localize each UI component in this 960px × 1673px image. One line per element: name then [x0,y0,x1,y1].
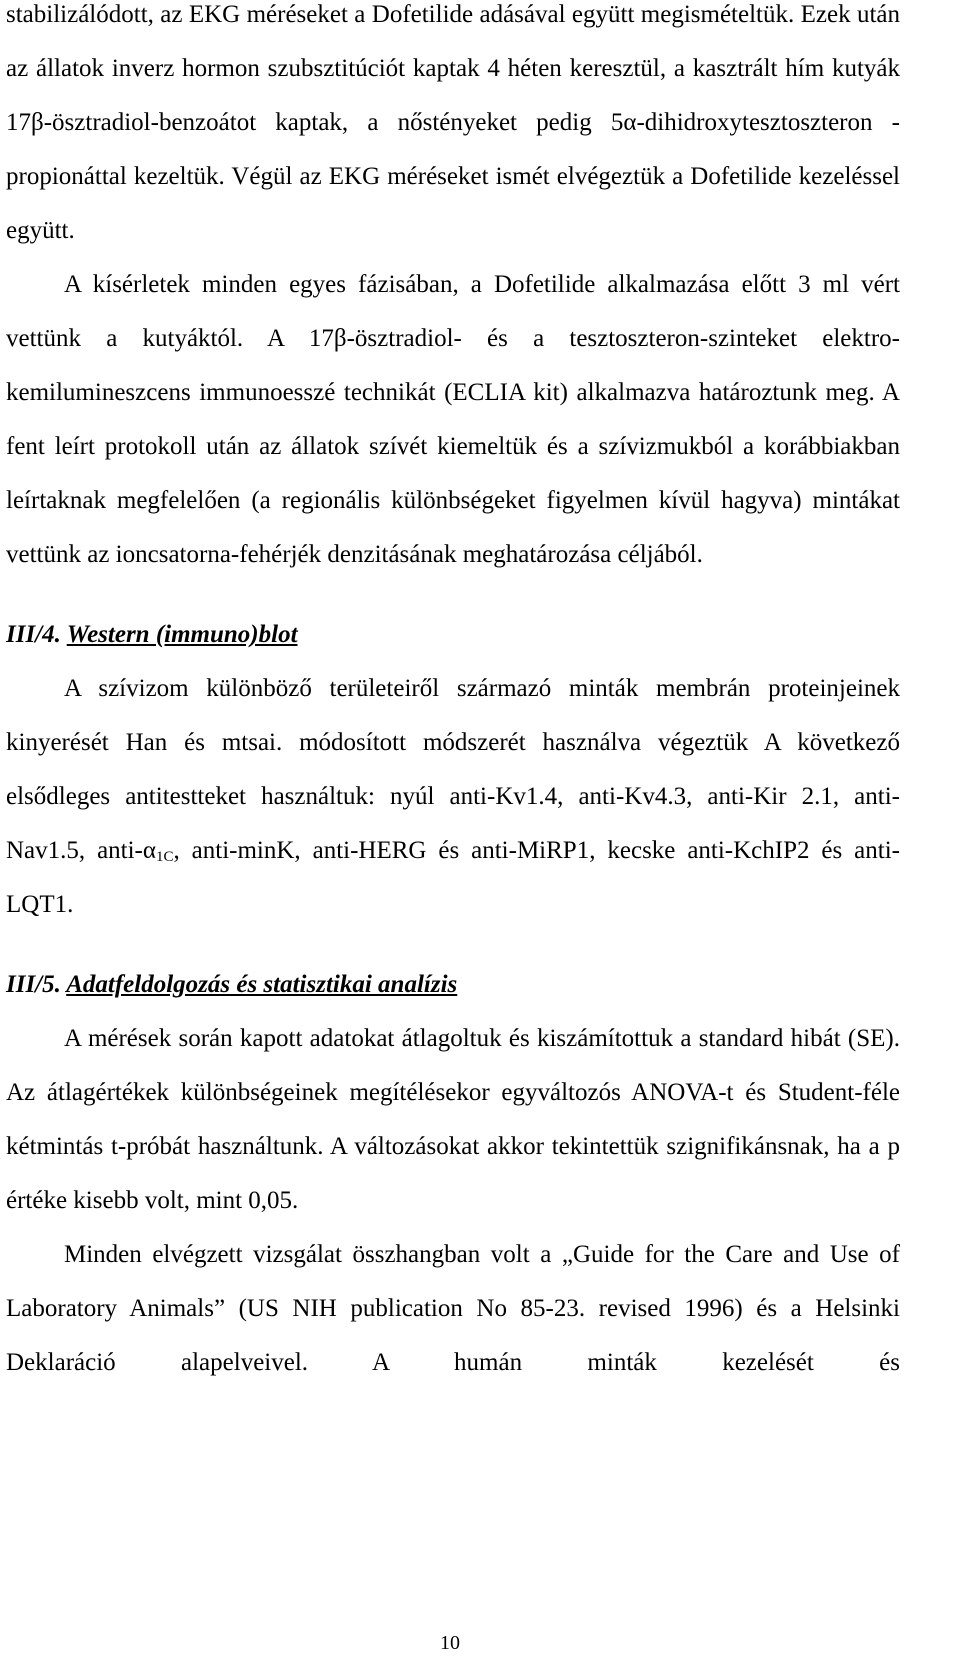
alpha-subscript: 1C [155,849,174,865]
paragraph-ethics: Minden elvégzett vizsgálat összhangban volt a „Guide for the Care and Use of Laboratory Animals” (US NIH publication No 85-23. revised 1996) és a Helsinki Deklaráció alapelveivel. A humán minták kezelését és [6,1241,900,1376]
document-body [6,0,900,1390]
paragraph-blood-sampling: A kísérletek minden egyes fázisában, a Dofetilide alkalmazása előtt 3 ml vért vettünk a kutyáktól. A 17β-ösztradiol- és a tesztoszteron-szinteket elektro-kemilumineszcens immunoesszé technikát (ECLIA kit) alkalmazva határoztunk meg. A fent leírt protokoll után az állatok szívét kiemeltük és a szívizmukból a korábbiakban leírtaknak megfelelően (a regionális különbségeket figyelmen kívül hagyva) mintákat vettünk az ioncsatorna-fehérjék denzitásának meghatározása céljából. [6,271,900,568]
western-text-part-2: , anti-minK, anti-HERG és anti-MiRP1, kecske anti-KchIP2 és anti-LQT1. [6,837,900,918]
page-number: 10 [440,1632,460,1654]
section-heading-statistics [6,958,900,1012]
paragraph-statistics: A mérések során kapott adatokat átlagoltuk és kiszámítottuk a standard hibát (SE). Az átlagértékek különbségeinek megítélésekor egyváltozós ANOVA-t és Student-féle kétmintás t-próbát használtunk. A változásokat akkor tekintettük szignifikánsnak, ha a p értéke kisebb volt, mint 0,05. [6,1025,900,1214]
section-title: Adatfeldolgozás és statisztikai analízis [66,971,458,998]
section-number: III/4. [6,621,61,648]
western-text-part-1: A szívizom különböző területeiről származó minták membrán proteinjeinek kinyerését Han és mtsai. módosított módszerét használva végeztük A következő elsődleges antitestteket használtuk: nyúl anti-Kv1.4, anti-Kv4.3, anti-Kir 2.1, anti-Nav1.5, anti-α [6,675,900,864]
paragraph-ekg-protocol: stabilizálódott, az EKG méréseket a Dofetilide adásával együtt megismételtük. Ezek után az állatok inverz hormon szubsztitúciót kaptak 4 héten keresztül, a kasztrált hím kutyák 17β-ösztradiol-benzoátot kaptak, a nőstényeket pedig 5α-dihidroxytesztoszteron - propionáttal kezeltük. Végül az EKG méréseket ismét elvégeztük a Dofetilide kezeléssel együtt. [6,1,900,244]
section-heading-western [6,608,900,662]
section-number: III/5. [6,971,61,998]
paragraph-western-blot [6,662,900,932]
section-title: Western (immuno)blot [66,621,298,648]
